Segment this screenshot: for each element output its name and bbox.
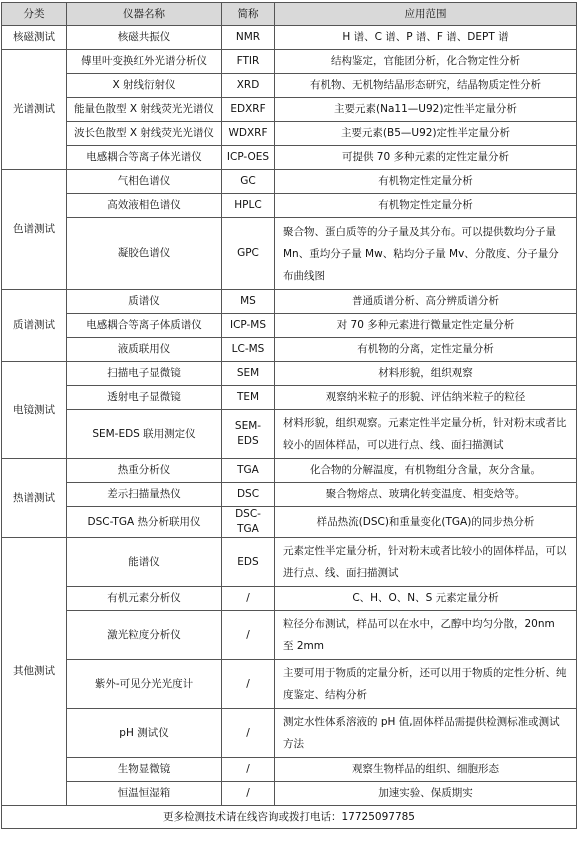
abbreviation-cell: / (222, 782, 275, 806)
table-row (2, 362, 577, 386)
application-scope-cell: 主要元素(B5—U92)定性半定量分析 (275, 122, 577, 146)
category-cell: 热谱测试 (2, 459, 67, 538)
instrument-name-cell: 气相色谱仪 (67, 170, 222, 194)
instrument-name-cell: 有机元素分析仪 (67, 587, 222, 611)
instrument-name-cell: 液质联用仪 (67, 338, 222, 362)
table-row (2, 50, 577, 74)
application-scope-cell: 材料形貌，组织观察。元素定性半定量分析，针对粉末或者比较小的固体样品，可以进行点、线、面扫描测试 (275, 410, 577, 459)
abbreviation-cell: EDS (222, 538, 275, 587)
table-row (2, 170, 577, 194)
table-row (2, 338, 577, 362)
application-scope-cell: 聚合物、蛋白质等的分子量及其分布。可以提供数均分子量 Mn、重均分子量 Mw、粘均分子量 Mv、分散度、分子量分布曲线图 (275, 218, 577, 290)
header-application-scope: 应用范围 (275, 3, 577, 26)
category-cell: 核磁测试 (2, 26, 67, 50)
category-cell: 其他测试 (2, 538, 67, 806)
instrument-name-cell: 质谱仪 (67, 290, 222, 314)
table-row (2, 660, 577, 709)
instrument-name-cell: SEM-EDS 联用测定仪 (67, 410, 222, 459)
table-header (2, 3, 577, 26)
abbreviation-cell: LC-MS (222, 338, 275, 362)
instrument-table (1, 2, 577, 829)
abbreviation-cell: ICP-MS (222, 314, 275, 338)
abbreviation-cell: XRD (222, 74, 275, 98)
instrument-name-cell: 凝胶色谱仪 (67, 218, 222, 290)
table-row (2, 146, 577, 170)
application-scope-cell: 加速实验、保质期实 (275, 782, 577, 806)
table-row (2, 74, 577, 98)
table-row (2, 314, 577, 338)
application-scope-cell: 主要元素(Na11—U92)定性半定量分析 (275, 98, 577, 122)
contact-footer: 更多检测技术请在线咨询或拨打电话：17725097785 (2, 806, 577, 829)
application-scope-cell: 聚合物熔点、玻璃化转变温度、相变焓等。 (275, 483, 577, 507)
application-scope-cell: 观察纳米粒子的形貌、评估纳米粒子的粒径 (275, 386, 577, 410)
application-scope-cell: 元素定性半定量分析，针对粉末或者比较小的固体样品，可以进行点、线、面扫描测试 (275, 538, 577, 587)
table-footer (2, 806, 577, 829)
header-instrument-name: 仪器名称 (67, 3, 222, 26)
application-scope-cell: 有机物定性定量分析 (275, 170, 577, 194)
application-scope-cell: 对 70 多种元素进行微量定性定量分析 (275, 314, 577, 338)
application-scope-cell: 有机物的分离，定性定量分析 (275, 338, 577, 362)
category-cell: 质谱测试 (2, 290, 67, 362)
table-row (2, 709, 577, 758)
instrument-name-cell: 能谱仪 (67, 538, 222, 587)
application-scope-cell: 有机物定性定量分析 (275, 194, 577, 218)
header-abbreviation: 简称 (222, 3, 275, 26)
instrument-name-cell: 差示扫描量热仪 (67, 483, 222, 507)
abbreviation-cell: / (222, 709, 275, 758)
instrument-name-cell: 透射电子显微镜 (67, 386, 222, 410)
table-row (2, 507, 577, 538)
abbreviation-cell: ICP-OES (222, 146, 275, 170)
abbreviation-cell: NMR (222, 26, 275, 50)
instrument-name-cell: 核磁共振仪 (67, 26, 222, 50)
instrument-name-cell: 电感耦合等离子体光谱仪 (67, 146, 222, 170)
abbreviation-cell: / (222, 660, 275, 709)
abbreviation-cell: EDXRF (222, 98, 275, 122)
instrument-name-cell: DSC-TGA 热分析联用仪 (67, 507, 222, 538)
application-scope-cell: 观察生物样品的组织、细胞形态 (275, 758, 577, 782)
application-scope-cell: 测定水性体系溶液的 pH 值,固体样品需提供检测标准或测试方法 (275, 709, 577, 758)
table-row (2, 587, 577, 611)
instrument-name-cell: 高效液相色谱仪 (67, 194, 222, 218)
header-category: 分类 (2, 3, 67, 26)
instrument-name-cell: 恒温恒湿箱 (67, 782, 222, 806)
abbreviation-cell: DSC-TGA (222, 507, 275, 538)
instrument-name-cell: 激光粒度分析仪 (67, 611, 222, 660)
table-row (2, 611, 577, 660)
table-row (2, 758, 577, 782)
table-row (2, 410, 577, 459)
instrument-name-cell: pH 测试仪 (67, 709, 222, 758)
abbreviation-cell: / (222, 611, 275, 660)
header-row (2, 3, 577, 26)
application-scope-cell: 粒径分布测试，样品可以在水中，乙醇中均匀分散，20nm 至 2mm (275, 611, 577, 660)
instrument-name-cell: 紫外-可见分光光度计 (67, 660, 222, 709)
table-row (2, 26, 577, 50)
abbreviation-cell: MS (222, 290, 275, 314)
table-row (2, 459, 577, 483)
abbreviation-cell: TEM (222, 386, 275, 410)
abbreviation-cell: / (222, 758, 275, 782)
instrument-name-cell: X 射线衍射仪 (67, 74, 222, 98)
abbreviation-cell: DSC (222, 483, 275, 507)
instrument-name-cell: 能量色散型 X 射线荧光光谱仪 (67, 98, 222, 122)
abbreviation-cell: FTIR (222, 50, 275, 74)
footer-row (2, 806, 577, 829)
application-scope-cell: 结构鉴定，官能团分析，化合物定性分析 (275, 50, 577, 74)
application-scope-cell: 材料形貌，组织观察 (275, 362, 577, 386)
table-row (2, 483, 577, 507)
instrument-name-cell: 扫描电子显微镜 (67, 362, 222, 386)
application-scope-cell: C、H、O、N、S 元素定量分析 (275, 587, 577, 611)
application-scope-cell: 化合物的分解温度，有机物组分含量，灰分含量。 (275, 459, 577, 483)
abbreviation-cell: TGA (222, 459, 275, 483)
table-body (2, 26, 577, 806)
category-cell: 电镜测试 (2, 362, 67, 459)
application-scope-cell: H 谱、C 谱、P 谱、F 谱、DEPT 谱 (275, 26, 577, 50)
abbreviation-cell: / (222, 587, 275, 611)
table-row (2, 290, 577, 314)
abbreviation-cell: GC (222, 170, 275, 194)
application-scope-cell: 样品热流(DSC)和重量变化(TGA)的同步热分析 (275, 507, 577, 538)
abbreviation-cell: SEM-EDS (222, 410, 275, 459)
abbreviation-cell: SEM (222, 362, 275, 386)
abbreviation-cell: HPLC (222, 194, 275, 218)
category-cell: 色谱测试 (2, 170, 67, 290)
abbreviation-cell: GPC (222, 218, 275, 290)
application-scope-cell: 主要可用于物质的定量分析，还可以用于物质的定性分析、纯度鉴定、结构分析 (275, 660, 577, 709)
application-scope-cell: 可提供 70 多种元素的定性定量分析 (275, 146, 577, 170)
table-row (2, 98, 577, 122)
table-row (2, 122, 577, 146)
application-scope-cell: 普通质谱分析、高分辨质谱分析 (275, 290, 577, 314)
category-cell: 光谱测试 (2, 50, 67, 170)
instrument-name-cell: 生物显微镜 (67, 758, 222, 782)
application-scope-cell: 有机物、无机物结晶形态研究，结晶物质定性分析 (275, 74, 577, 98)
table-row (2, 538, 577, 587)
instrument-name-cell: 傅里叶变换红外光谱分析仪 (67, 50, 222, 74)
instrument-name-cell: 电感耦合等离子体质谱仪 (67, 314, 222, 338)
abbreviation-cell: WDXRF (222, 122, 275, 146)
table-row (2, 218, 577, 290)
table-row (2, 386, 577, 410)
table-row (2, 194, 577, 218)
instrument-name-cell: 波长色散型 X 射线荧光光谱仪 (67, 122, 222, 146)
instrument-name-cell: 热重分析仪 (67, 459, 222, 483)
table-row (2, 782, 577, 806)
